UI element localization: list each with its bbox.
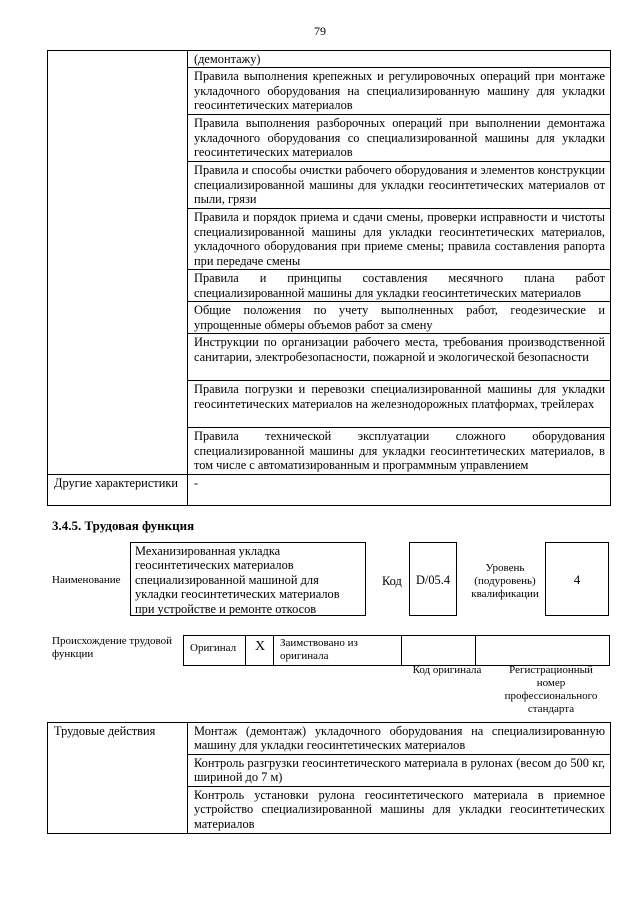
borrowed-label: Заимствовано из оригинала [274, 636, 402, 666]
other-characteristics-value: - [188, 475, 611, 506]
origin-table [183, 635, 610, 666]
section-heading: 3.4.5. Трудовая функция [52, 518, 195, 533]
table-row [48, 475, 611, 506]
knowledge-item: Правила и порядок приема и сдачи смены, проверки исправности и чистоты специализированной машины для укладки геосинтетических материалов, укладочного оборудования при приеме смены; правила составления рапорта при передаче смены [188, 209, 611, 270]
code-original-caption: Код оригинала [412, 664, 482, 676]
level-label: Уровень (подуровень) квалификации [471, 562, 539, 600]
knowledge-item: Правила технической эксплуатации сложного оборудования специализированной машины для укладки геосинтетических материалов, в том числе с автоматизированным и программным управлением [188, 428, 611, 475]
action-item: Контроль установки рулона геосинтетического материала в приемное устройство специализированной машины для укладки геосинтетических материалов [188, 787, 611, 834]
function-name-box: Механизированная укладка геосинтетических материалов специализированной машиной для укладки геосинтетических материалов при устройстве и ремонте откосов [130, 542, 366, 616]
knowledge-item: Инструкции по организации рабочего места, требования производственной санитарии, электробезопасности, пожарной и экологической безопасности [188, 334, 611, 381]
table-row [184, 636, 610, 666]
code-box: D/05.4 [409, 542, 457, 616]
knowledge-item: Правила выполнения крепежных и регулировочных операций при монтаже укладочного оборудования на специализированную машину для укладки геосинтетических материалов [188, 68, 611, 115]
original-label: Оригинал [184, 636, 246, 666]
code-label: Код [382, 574, 402, 588]
original-mark: X [246, 636, 274, 666]
knowledge-item: Правила и способы очистки рабочего оборудования и элементов конструкции специализированной машины для укладки геосинтетических материалов от пыли, грязи [188, 162, 611, 209]
action-item: Контроль разгрузки геосинтетического материала в рулонах (весом до 500 кг, шириной до 7 м) [188, 755, 611, 787]
other-characteristics-label: Другие характеристики [48, 475, 188, 506]
knowledge-item: Правила и принципы составления месячного плана работ специализированной машины для укладки геосинтетических материалов [188, 270, 611, 302]
reg-number-cell [476, 636, 610, 666]
action-item: Монтаж (демонтаж) укладочного оборудования на специализированную машину для укладки геосинтетических материалов [188, 723, 611, 755]
knowledge-item: Общие положения по учету выполненных работ, геодезические и упрощенные обмеры объемов работ за смену [188, 302, 611, 334]
knowledge-table [47, 50, 611, 506]
origin-label: Происхождение трудовой функции [52, 635, 173, 660]
knowledge-item: Правила погрузки и перевозки специализированной машины для укладки геосинтетических материалов на железнодорожных платформах, трейлерах [188, 381, 611, 428]
actions-table [47, 722, 611, 834]
table-row [48, 51, 611, 68]
knowledge-item: (демонтажу) [188, 51, 611, 68]
page-number: 79 [314, 24, 326, 38]
left-empty-cell [48, 51, 188, 475]
level-box: 4 [545, 542, 609, 616]
actions-label: Трудовые действия [48, 723, 188, 834]
knowledge-item: Правила выполнения разборочных операций при выполнении демонтажа укладочного оборудования со специализированной машины для укладки геосинтетических материалов [188, 115, 611, 162]
name-label: Наименование [52, 574, 121, 586]
reg-number-caption: Регистрационный номер профессионального стандарта [504, 664, 598, 715]
table-row [48, 723, 611, 755]
code-original-cell [402, 636, 476, 666]
